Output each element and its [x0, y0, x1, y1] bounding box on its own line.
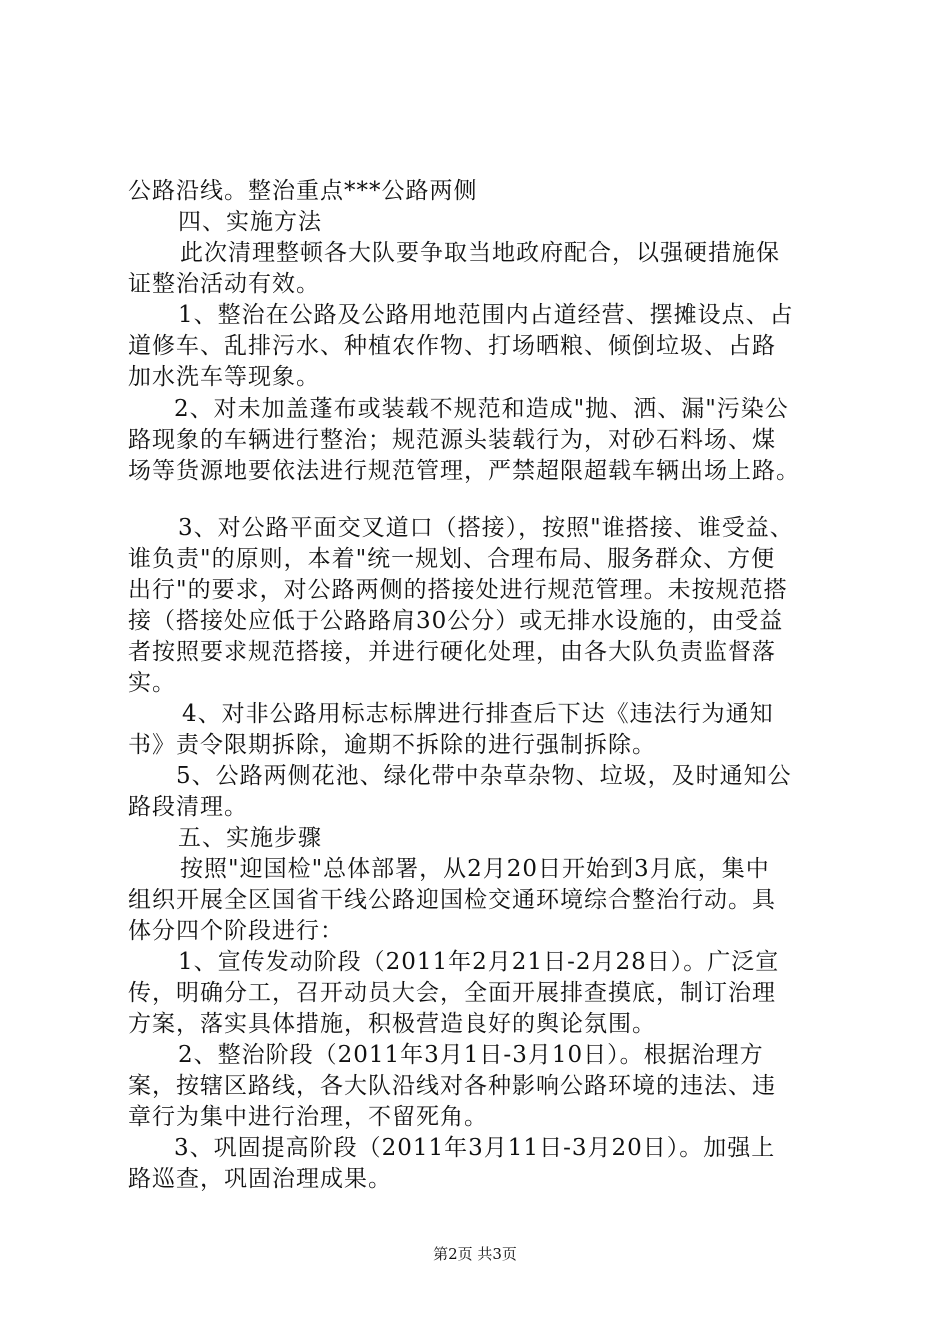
paragraph-line: 3、巩固提高阶段（2011年3月11日-3月20日）。加强上	[174, 1135, 776, 1161]
paragraph-line: 4、对非公路用标志标牌进行排查后下达《违法行为通知	[182, 701, 774, 727]
paragraph-line: 案，按辖区路线，各大队沿线对各种影响公路环境的违法、违	[128, 1073, 776, 1099]
paragraph-line: 组织开展全区国省干线公路迎国检交通环境综合整治行动。具	[128, 887, 776, 913]
paragraph-line: 证整治活动有效。	[128, 271, 320, 297]
paragraph-line: 接（搭接处应低于公路路肩30公分）或无排水设施的，由受益	[128, 608, 784, 634]
paragraph-line: 者按照要求规范搭接，并进行硬化处理，由各大队负责监督落	[128, 639, 776, 665]
paragraph-line: 路巡查，巩固治理成果。	[128, 1166, 392, 1192]
paragraph-line: 1、宣传发动阶段（2011年2月21日-2月28日）。广泛宣	[178, 949, 780, 975]
paragraph-line: 章行为集中进行治理，不留死角。	[128, 1104, 488, 1130]
paragraph-line: 此次清理整顿各大队要争取当地政府配合，以强硬措施保	[180, 240, 780, 266]
paragraph-line: 谁负责"的原则，本着"统一规划、合理布局、服务群众、方便	[128, 546, 776, 572]
paragraph-line: 传，明确分工，召开动员大会，全面开展排查摸底，制订治理	[128, 980, 776, 1006]
paragraph-line: 公路沿线。整治重点***公路两侧	[128, 178, 478, 204]
section-heading: 四、实施方法	[178, 209, 322, 235]
paragraph-line: 路现象的车辆进行整治；规范源头装载行为，对砂石料场、煤	[128, 427, 776, 453]
paragraph-line: 书》责令限期拆除，逾期不拆除的进行强制拆除。	[128, 732, 656, 758]
paragraph-line: 加水洗车等现象。	[128, 364, 320, 390]
paragraph-line: 3、对公路平面交叉道口（搭接），按照"谁搭接、谁受益、	[178, 515, 794, 541]
paragraph-line: 2、整治阶段（2011年3月1日-3月10日）。根据治理方	[178, 1042, 764, 1068]
paragraph-line: 1、整治在公路及公路用地范围内占道经营、摆摊设点、占	[178, 302, 794, 328]
section-heading: 五、实施步骤	[178, 825, 322, 851]
paragraph-line: 路段清理。	[128, 794, 248, 820]
paragraph-line: 场等货源地要依法进行规范管理，严禁超限超载车辆出场上路。	[128, 458, 800, 484]
paragraph-line: 按照"迎国检"总体部署，从2月20日开始到3月底，集中	[180, 856, 770, 882]
paragraph-line: 道修车、乱排污水、种植农作物、打场晒粮、倾倒垃圾、占路	[128, 333, 776, 359]
page-number-footer: 第2页 共3页	[433, 1245, 517, 1263]
paragraph-line: 2、对未加盖蓬布或装载不规范和造成"抛、洒、漏"污染公	[174, 396, 789, 422]
paragraph-line: 体分四个阶段进行：	[128, 918, 344, 944]
paragraph-line: 方案，落实具体措施，积极营造良好的舆论氛围。	[128, 1011, 656, 1037]
paragraph-line: 出行"的要求，对公路两侧的搭接处进行规范管理。未按规范搭	[128, 577, 788, 603]
paragraph-line: 5、公路两侧花池、绿化带中杂草杂物、垃圾，及时通知公	[176, 763, 792, 789]
paragraph-line: 实。	[128, 670, 176, 696]
